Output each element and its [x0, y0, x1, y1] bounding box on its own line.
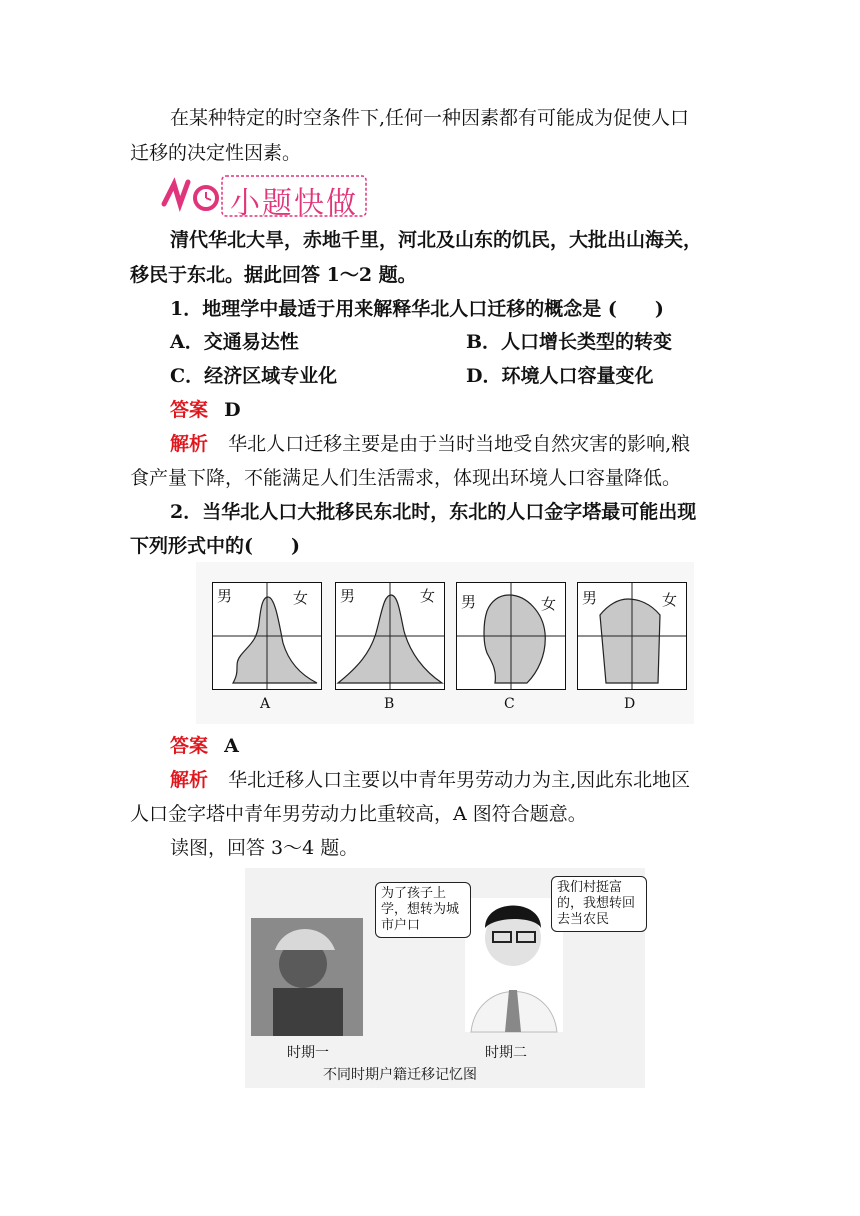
explanation-1-label: 解析: [170, 433, 209, 455]
pyramid-c-caption: C: [504, 696, 515, 712]
pyramid-b-male-label: 男: [340, 587, 356, 605]
pyramid-b-caption: B: [384, 696, 395, 712]
explanation-1-line-1: [170, 432, 690, 456]
explanation-2-line-2: 人口金字塔中青年男劳动力比重较高，A 图符合题意。: [130, 803, 587, 825]
speech-bubble-period-2: 我们村挺富的，我想转回去当农民: [551, 876, 647, 932]
pyramid-d-male-label: 男: [582, 589, 598, 607]
q1-option-d: D．环境人口容量变化: [466, 365, 654, 387]
pyramid-d: [577, 582, 687, 690]
answer-1-label: 答案: [170, 399, 209, 421]
stem1-line-2: 移民于东北。据此回答 1～2 题。: [130, 264, 417, 286]
pyramid-c: [456, 582, 566, 690]
question-2-line-1: 2．当华北人口大批移民东北时，东北的人口金字塔最可能出现: [170, 501, 697, 523]
answer-1-value: D: [224, 399, 241, 421]
pyramid-c-male-label: 男: [461, 593, 477, 611]
pyramid-b: [335, 582, 445, 690]
q1-option-b: B．人口增长类型的转变: [466, 331, 673, 353]
pyramid-d-female-label: 女: [662, 591, 678, 609]
pyramid-a: [212, 582, 322, 690]
explanation-1-line-2: 食产量下降，不能满足人们生活需求，体现出环境人口容量降低。: [130, 467, 682, 489]
explanation-2-text: 华北迁移人口主要以中青年男劳动力为主,因此东北地区: [228, 769, 691, 791]
explanation-1-text: 华北人口迁移主要是由于当时当地受自然灾害的影响,粮: [228, 433, 691, 455]
pyramid-d-caption: D: [624, 696, 636, 712]
section-logo: [160, 174, 370, 220]
period-2-label: 时期二: [485, 1045, 527, 1061]
pyramid-a-female-label: 女: [293, 589, 309, 607]
q1-option-a: A．交通易达性: [170, 331, 299, 353]
pyramid-a-caption: A: [260, 696, 271, 712]
stem-2: 读图，回答 3～4 题。: [170, 837, 359, 859]
question-1: 1．地理学中最适于用来解释华北人口迁移的概念是 ( ): [170, 298, 664, 320]
intro-line-1: 在某种特定的时空条件下,任何一种因素都有可能成为促使人口: [170, 107, 690, 129]
section-logo-text: 小题快做: [230, 186, 358, 221]
explanation-2-line-1: [170, 768, 690, 792]
pyramid-b-female-label: 女: [420, 587, 436, 605]
explanation-2-label: 解析: [170, 769, 209, 791]
answer-2-label: 答案: [170, 735, 209, 757]
answer-2-value: A: [224, 735, 239, 757]
pyramid-c-female-label: 女: [541, 595, 557, 613]
population-pyramid-figure: [196, 562, 694, 724]
answer-1: [170, 398, 241, 422]
speech-bubble-period-1: 为了孩子上学，想转为城市户口: [375, 882, 471, 938]
figure-2-caption: 不同时期户籍迁移记忆图: [323, 1067, 477, 1083]
question-2-line-2: 下列形式中的( ): [130, 535, 300, 557]
q1-option-c: C．经济区域专业化: [170, 365, 338, 387]
intro-line-2: 迁移的决定性因素。: [130, 142, 302, 164]
answer-2: [170, 734, 239, 758]
period-1-label: 时期一: [287, 1045, 329, 1061]
pyramid-a-male-label: 男: [217, 587, 233, 605]
stem1-line-1: 清代华北大旱，赤地千里，河北及山东的饥民，大批出山海关，: [170, 229, 703, 251]
household-migration-figure: [245, 868, 645, 1088]
